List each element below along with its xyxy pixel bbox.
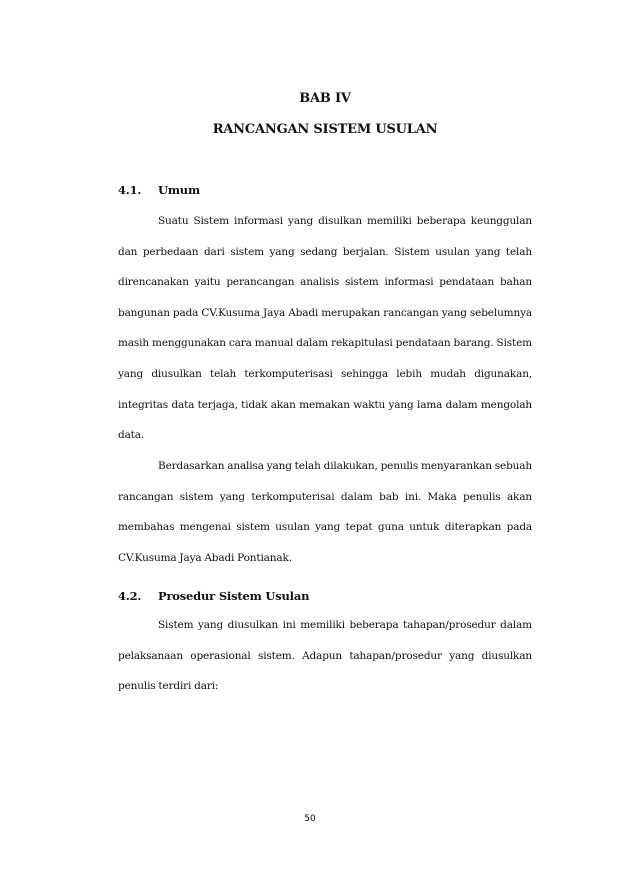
- section-number: 4.2.: [118, 589, 142, 603]
- page-number: 50: [304, 814, 316, 824]
- section-heading-prosedur: [118, 589, 532, 603]
- section-heading-umum: [118, 183, 532, 197]
- paragraph: Suatu Sistem informasi yang disulkan memiliki beberapa keunggulan dan perbedaan dari sistem yang sedang berjalan. Sistem usulan yang telah direncanakan yaitu perancangan analisis sistem informasi pendataan bahan bangunan pada CV.Kusuma Jaya Abadi merupakan rancangan yang sebelumnya masih menggunakan cara manual dalam rekapitulasi pendataan barang. Sistem yang diusulkan telah terkomputerisasi sehingga lebih mudah digunakan, integritas data terjaga, tidak akan memakan waktu yang lama dalam mengolah data.: [118, 215, 532, 442]
- section-number: 4.1.: [118, 183, 142, 197]
- paragraph: Berdasarkan analisa yang telah dilakukan, penulis menyarankan sebuah rancangan sistem yang terkomputerisai dalam bab ini. Maka penulis akan membahas mengenai sistem usulan yang tepat guna untuk diterapkan pada CV.Kusuma Jaya Abadi Pontianak.: [118, 460, 532, 564]
- paragraph: Sistem yang diusulkan ini memiliki beberapa tahapan/prosedur dalam pelaksanaan operasional sistem. Adapun tahapan/prosedur yang diusulkan penulis terdiri dari:: [118, 619, 532, 693]
- section-title: Umum: [158, 183, 200, 197]
- chapter-title: RANCANGAN SISTEM USULAN: [212, 122, 438, 137]
- section-title: Prosedur Sistem Usulan: [158, 589, 310, 603]
- chapter-label: BAB IV: [299, 91, 351, 106]
